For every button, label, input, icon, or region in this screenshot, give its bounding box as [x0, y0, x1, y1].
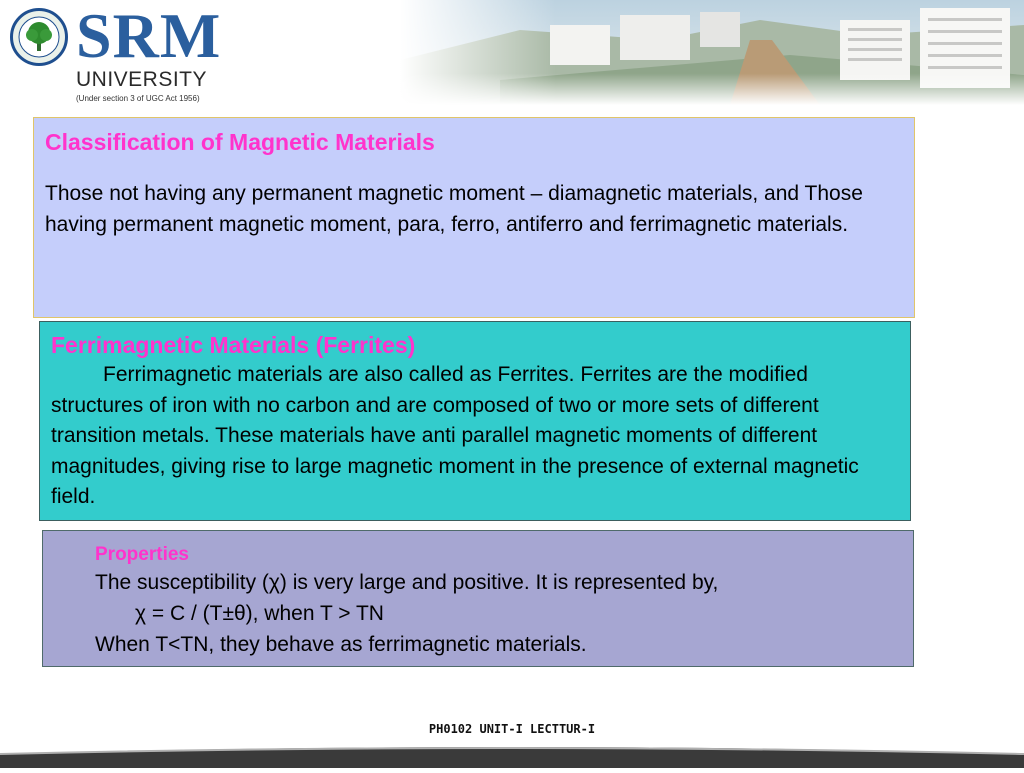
- page-header: [0, 0, 1024, 110]
- properties-title: Properties: [95, 544, 189, 565]
- ferrites-panel: [39, 321, 911, 521]
- ferrites-title: Ferrimagnetic Materials (Ferrites): [51, 332, 416, 358]
- properties-line-3: When T<TN, they behave as ferrimagnetic materials.: [95, 633, 587, 656]
- classification-panel: [33, 117, 915, 318]
- ferrites-text: Ferrimagnetic materials are also called as Ferrites. Ferrites are the modified structures of iron with no carbon and are composed of two or more sets of different transition metals. These materials have anti parallel magnetic moments of different magnitudes, giving rise to large magnetic moment in the presence of external magnetic field.: [51, 363, 859, 508]
- footer-label: PH0102 UNIT-I LECTTUR-I: [428, 722, 596, 736]
- footer-swoosh: [0, 740, 1024, 768]
- university-seal-icon: [10, 8, 68, 66]
- brand-note: (Under section 3 of UGC Act 1956): [76, 94, 200, 103]
- brand-logo-text: SRM: [76, 0, 222, 71]
- classification-text: Those not having any permanent magnetic moment – diamagnetic materials, and Those having permanent magnetic moment, para, ferro, antiferro and ferrimagnetic materials.: [45, 182, 863, 236]
- campus-photo: [400, 0, 1024, 105]
- brand-subtitle: UNIVERSITY: [76, 68, 208, 91]
- classification-title: Classification of Magnetic Materials: [45, 129, 435, 155]
- properties-line-1: The susceptibility (χ) is very large and positive. It is represented by,: [95, 571, 719, 594]
- properties-panel: [42, 530, 914, 667]
- properties-formula: χ = C / (T±θ), when T > TN: [135, 602, 384, 625]
